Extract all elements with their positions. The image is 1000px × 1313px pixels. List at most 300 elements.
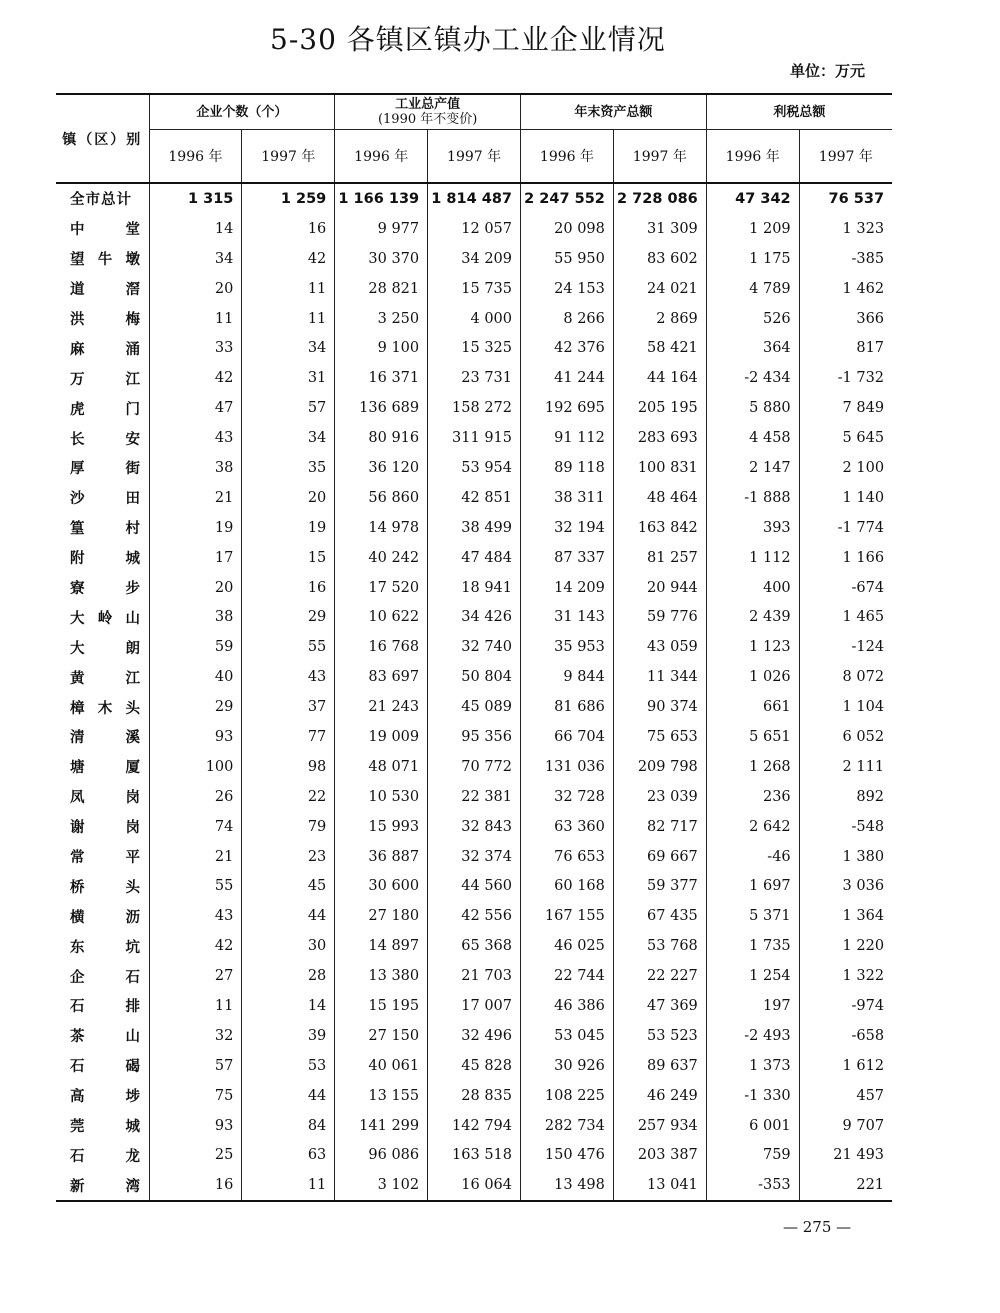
data-table	[56, 93, 892, 1202]
table-body	[56, 183, 892, 1201]
value-cell: 221	[799, 1170, 892, 1201]
value-cell: 38 499	[428, 513, 521, 543]
value-cell: 53 045	[521, 1021, 614, 1051]
value-cell: 31	[242, 363, 335, 393]
value-cell: 45	[242, 871, 335, 901]
value-cell: 14	[149, 214, 242, 244]
value-cell: 32 496	[428, 1021, 521, 1051]
value-cell: 9 100	[335, 333, 428, 363]
value-cell: 136 689	[335, 393, 428, 423]
year-header-cell: 1997 年	[242, 130, 335, 184]
value-cell: 27 180	[335, 901, 428, 931]
value-cell: 24 153	[521, 274, 614, 304]
table-row	[56, 1081, 892, 1111]
value-cell: 59 776	[613, 602, 706, 632]
value-cell: -46	[706, 842, 799, 872]
value-cell: 13 498	[521, 1170, 614, 1201]
value-cell: 83 602	[613, 244, 706, 274]
town-name-cell	[56, 991, 149, 1021]
town-name: 中 堂	[70, 222, 140, 239]
value-cell: 84	[242, 1111, 335, 1141]
table-row	[56, 961, 892, 991]
town-name: 大 朗	[70, 640, 140, 657]
table-row	[56, 274, 892, 304]
value-cell: 1 166	[799, 543, 892, 573]
value-cell: 29	[149, 692, 242, 722]
value-cell: 32 843	[428, 812, 521, 842]
value-cell: 12 057	[428, 214, 521, 244]
value-cell: 59 377	[613, 871, 706, 901]
value-cell: 21	[149, 483, 242, 513]
value-cell: 48 071	[335, 752, 428, 782]
value-cell: 282 734	[521, 1111, 614, 1141]
value-cell: 257 934	[613, 1111, 706, 1141]
town-name-cell	[56, 1081, 149, 1111]
town-name: 附 城	[70, 551, 140, 568]
table-row	[56, 453, 892, 483]
value-cell: 35 953	[521, 632, 614, 662]
value-cell: 2 869	[613, 304, 706, 334]
town-name-cell	[56, 543, 149, 573]
value-cell: 21	[149, 842, 242, 872]
table-row	[56, 632, 892, 662]
value-cell: 87 337	[521, 543, 614, 573]
town-name-cell	[56, 662, 149, 692]
value-cell: 2 147	[706, 453, 799, 483]
value-cell: 60 168	[521, 871, 614, 901]
value-cell: 5 880	[706, 393, 799, 423]
value-cell: 16	[242, 573, 335, 603]
value-cell: 283 693	[613, 423, 706, 453]
value-cell: 28	[242, 961, 335, 991]
value-cell: 2 728 086	[613, 183, 706, 214]
town-name: 常 平	[70, 850, 140, 867]
value-cell: 7 849	[799, 393, 892, 423]
value-cell: 42	[149, 931, 242, 961]
table-row	[56, 931, 892, 961]
town-name: 洪 梅	[70, 312, 140, 328]
table-row	[56, 602, 892, 632]
town-name-cell	[56, 602, 149, 632]
value-cell: 205 195	[613, 393, 706, 423]
value-cell: 11	[149, 991, 242, 1021]
value-cell: 30 600	[335, 871, 428, 901]
town-name-cell	[56, 183, 149, 214]
value-cell: 40 061	[335, 1051, 428, 1081]
town-name: 石 排	[70, 999, 140, 1016]
value-cell: 1 175	[706, 244, 799, 274]
value-cell: -2 434	[706, 363, 799, 393]
year-header-cell: 1997 年	[428, 130, 521, 184]
value-cell: 400	[706, 573, 799, 603]
value-cell: 236	[706, 782, 799, 812]
value-cell: 59	[149, 632, 242, 662]
value-cell: 5 651	[706, 722, 799, 752]
value-cell: 65 368	[428, 931, 521, 961]
value-cell: 57	[149, 1051, 242, 1081]
town-name-cell	[56, 244, 149, 274]
value-cell: 20	[149, 573, 242, 603]
value-cell: 1 104	[799, 692, 892, 722]
town-name: 黄 江	[70, 670, 140, 687]
town-name: 麻 涌	[70, 341, 140, 358]
table-row	[56, 1021, 892, 1051]
table-row	[56, 393, 892, 423]
table-row	[56, 304, 892, 334]
value-cell: 42 376	[521, 333, 614, 363]
value-cell: 14 897	[335, 931, 428, 961]
value-cell: 209 798	[613, 752, 706, 782]
value-cell: 22 381	[428, 782, 521, 812]
value-cell: 66 704	[521, 722, 614, 752]
value-cell: 759	[706, 1141, 799, 1171]
table-row	[56, 871, 892, 901]
value-cell: 4 458	[706, 423, 799, 453]
group-header-output-value: 工业总产值 (1990 年不变价)	[335, 94, 521, 130]
value-cell: 42	[149, 363, 242, 393]
value-cell: 2 439	[706, 602, 799, 632]
value-cell: 27 150	[335, 1021, 428, 1051]
table-row	[56, 333, 892, 363]
town-name-cell	[56, 901, 149, 931]
page-title: 5-30 各镇区镇办工业企业情况	[270, 23, 666, 56]
value-cell: 311 915	[428, 423, 521, 453]
town-name: 万 江	[70, 371, 140, 388]
town-name-cell	[56, 1021, 149, 1051]
value-cell: 47 369	[613, 991, 706, 1021]
town-name: 莞 城	[70, 1119, 140, 1136]
value-cell: 42 556	[428, 901, 521, 931]
value-cell: 1 697	[706, 871, 799, 901]
town-name-cell	[56, 333, 149, 363]
value-cell: 6 001	[706, 1111, 799, 1141]
value-cell: 9 977	[335, 214, 428, 244]
value-cell: 15 735	[428, 274, 521, 304]
value-cell: 1 465	[799, 602, 892, 632]
value-cell: 20	[242, 483, 335, 513]
value-cell: 63 360	[521, 812, 614, 842]
value-cell: 25	[149, 1141, 242, 1171]
value-cell: 27	[149, 961, 242, 991]
value-cell: 203 387	[613, 1141, 706, 1171]
value-cell: 31 309	[613, 214, 706, 244]
value-cell: 40	[149, 662, 242, 692]
value-cell: 81 257	[613, 543, 706, 573]
value-cell: 81 686	[521, 692, 614, 722]
value-cell: 20	[149, 274, 242, 304]
year-header-cell: 1996 年	[335, 130, 428, 184]
town-name-cell	[56, 722, 149, 752]
table-row	[56, 573, 892, 603]
value-cell: 1 364	[799, 901, 892, 931]
group-header-profit-tax: 利税总额	[706, 94, 892, 130]
value-cell: 131 036	[521, 752, 614, 782]
value-cell: 8 266	[521, 304, 614, 334]
value-cell: 63	[242, 1141, 335, 1171]
value-cell: -1 330	[706, 1081, 799, 1111]
value-cell: 14	[242, 991, 335, 1021]
value-cell: 1 259	[242, 183, 335, 214]
value-cell: 1 323	[799, 214, 892, 244]
table-row	[56, 423, 892, 453]
year-header-cell: 1996 年	[706, 130, 799, 184]
value-cell: 15 195	[335, 991, 428, 1021]
town-name: 茶 山	[70, 1029, 140, 1046]
value-cell: 8 072	[799, 662, 892, 692]
value-cell: 30 370	[335, 244, 428, 274]
town-name-cell	[56, 274, 149, 304]
town-name-cell	[56, 842, 149, 872]
total-row	[56, 183, 892, 214]
town-name: 石 龙	[70, 1148, 140, 1165]
value-cell: 55	[149, 871, 242, 901]
value-cell: 15 325	[428, 333, 521, 363]
value-cell: 42 851	[428, 483, 521, 513]
value-cell: 40 242	[335, 543, 428, 573]
town-name-cell	[56, 1051, 149, 1081]
value-cell: 197	[706, 991, 799, 1021]
value-cell: 50 804	[428, 662, 521, 692]
town-name-cell	[56, 931, 149, 961]
value-cell: 11 344	[613, 662, 706, 692]
town-name-cell	[56, 483, 149, 513]
value-cell: 1 322	[799, 961, 892, 991]
value-cell: 82 717	[613, 812, 706, 842]
value-cell: 41 244	[521, 363, 614, 393]
town-name-cell	[56, 1111, 149, 1141]
data-table-container	[56, 93, 892, 1202]
value-cell: 34 209	[428, 244, 521, 274]
value-cell: -124	[799, 632, 892, 662]
value-cell: 13 380	[335, 961, 428, 991]
value-cell: 56 860	[335, 483, 428, 513]
value-cell: 11	[242, 304, 335, 334]
value-cell: 55 950	[521, 244, 614, 274]
value-cell: 163 842	[613, 513, 706, 543]
town-name-cell	[56, 513, 149, 543]
town-name: 厚 街	[70, 461, 140, 478]
value-cell: 100 831	[613, 453, 706, 483]
town-name: 企 石	[70, 969, 140, 986]
value-cell: 457	[799, 1081, 892, 1111]
value-cell: 22 227	[613, 961, 706, 991]
town-name: 谢 岗	[70, 820, 140, 837]
value-cell: 18 941	[428, 573, 521, 603]
value-cell: 47	[149, 393, 242, 423]
value-cell: 30 926	[521, 1051, 614, 1081]
value-cell: 21 703	[428, 961, 521, 991]
value-cell: 3 102	[335, 1170, 428, 1201]
value-cell: 34	[242, 423, 335, 453]
value-cell: 16	[242, 214, 335, 244]
value-cell: -974	[799, 991, 892, 1021]
value-cell: 6 052	[799, 722, 892, 752]
table-row	[56, 1141, 892, 1171]
value-cell: -658	[799, 1021, 892, 1051]
unit-label: 单位：万元	[790, 62, 866, 80]
town-name: 桥 头	[70, 879, 140, 896]
value-cell: 366	[799, 304, 892, 334]
value-cell: 83 697	[335, 662, 428, 692]
group-header-enterprises: 企业个数（个）	[149, 94, 335, 130]
value-cell: 96 086	[335, 1141, 428, 1171]
value-cell: 892	[799, 782, 892, 812]
town-name-cell	[56, 393, 149, 423]
value-cell: 47 484	[428, 543, 521, 573]
value-cell: 46 025	[521, 931, 614, 961]
value-cell: 43	[242, 662, 335, 692]
value-cell: 93	[149, 722, 242, 752]
value-cell: 108 225	[521, 1081, 614, 1111]
value-cell: 44	[242, 901, 335, 931]
town-name: 望 牛 墩	[70, 252, 140, 269]
value-cell: 2 247 552	[521, 183, 614, 214]
value-cell: 16 768	[335, 632, 428, 662]
value-cell: 167 155	[521, 901, 614, 931]
value-cell: 44	[242, 1081, 335, 1111]
value-cell: 28 835	[428, 1081, 521, 1111]
value-cell: 1 140	[799, 483, 892, 513]
table-row	[56, 513, 892, 543]
value-cell: 1 462	[799, 274, 892, 304]
value-cell: 32 194	[521, 513, 614, 543]
table-row	[56, 214, 892, 244]
town-name-cell	[56, 871, 149, 901]
value-cell: 21 493	[799, 1141, 892, 1171]
year-header-cell: 1996 年	[149, 130, 242, 184]
value-cell: 46 386	[521, 991, 614, 1021]
row-header-label: 镇（区）别	[62, 131, 143, 148]
value-cell: 38	[149, 602, 242, 632]
town-name: 东 坑	[70, 939, 140, 956]
value-cell: 192 695	[521, 393, 614, 423]
value-cell: 76 537	[799, 183, 892, 214]
value-cell: 11	[149, 304, 242, 334]
value-cell: -353	[706, 1170, 799, 1201]
town-name-cell	[56, 692, 149, 722]
value-cell: 15	[242, 543, 335, 573]
value-cell: 45 089	[428, 692, 521, 722]
value-cell: 90 374	[613, 692, 706, 722]
town-name: 塘 厦	[70, 760, 140, 777]
value-cell: 5 371	[706, 901, 799, 931]
town-name-cell	[56, 812, 149, 842]
value-cell: 80 916	[335, 423, 428, 453]
value-cell: 32 374	[428, 842, 521, 872]
value-cell: 1 735	[706, 931, 799, 961]
value-cell: 393	[706, 513, 799, 543]
town-name: 篁 村	[70, 521, 140, 538]
value-cell: 19	[149, 513, 242, 543]
town-name: 大 岭 山	[70, 610, 140, 627]
value-cell: 98	[242, 752, 335, 782]
value-cell: 20 098	[521, 214, 614, 244]
value-cell: 53 523	[613, 1021, 706, 1051]
value-cell: 23	[242, 842, 335, 872]
table-row	[56, 1111, 892, 1141]
value-cell: 35	[242, 453, 335, 483]
value-cell: 29	[242, 602, 335, 632]
value-cell: 661	[706, 692, 799, 722]
value-cell: 23 731	[428, 363, 521, 393]
group-header-assets: 年末资产总额	[521, 94, 707, 130]
value-cell: 37	[242, 692, 335, 722]
value-cell: 53 768	[613, 931, 706, 961]
value-cell: 3 250	[335, 304, 428, 334]
value-cell: 1 209	[706, 214, 799, 244]
value-cell: 2 111	[799, 752, 892, 782]
value-cell: 43	[149, 423, 242, 453]
town-name: 虎 门	[70, 401, 140, 418]
value-cell: 76 653	[521, 842, 614, 872]
value-cell: 77	[242, 722, 335, 752]
value-cell: 1 166 139	[335, 183, 428, 214]
value-cell: 36 120	[335, 453, 428, 483]
value-cell: 1 026	[706, 662, 799, 692]
value-cell: 38	[149, 453, 242, 483]
value-cell: 34 426	[428, 602, 521, 632]
table-header	[56, 94, 892, 183]
value-cell: 44 560	[428, 871, 521, 901]
value-cell: 30	[242, 931, 335, 961]
value-cell: 4 789	[706, 274, 799, 304]
value-cell: 5 645	[799, 423, 892, 453]
table-row	[56, 901, 892, 931]
value-cell: 32 740	[428, 632, 521, 662]
table-row	[56, 842, 892, 872]
value-cell: 69 667	[613, 842, 706, 872]
town-name: 高 埗	[70, 1089, 140, 1106]
value-cell: 163 518	[428, 1141, 521, 1171]
value-cell: 17	[149, 543, 242, 573]
year-header-row	[56, 130, 892, 184]
value-cell: 34	[149, 244, 242, 274]
value-cell: 44 164	[613, 363, 706, 393]
value-cell: 9 707	[799, 1111, 892, 1141]
value-cell: 91 112	[521, 423, 614, 453]
value-cell: -1 774	[799, 513, 892, 543]
value-cell: 22 744	[521, 961, 614, 991]
value-cell: 28 821	[335, 274, 428, 304]
value-cell: 9 844	[521, 662, 614, 692]
value-cell: -1 888	[706, 483, 799, 513]
town-name-cell	[56, 1141, 149, 1171]
year-header-cell: 1997 年	[799, 130, 892, 184]
value-cell: 57	[242, 393, 335, 423]
table-row	[56, 662, 892, 692]
value-cell: 58 421	[613, 333, 706, 363]
town-name: 道 滘	[70, 282, 140, 299]
value-cell: 26	[149, 782, 242, 812]
value-cell: 32	[149, 1021, 242, 1051]
value-cell: 32 728	[521, 782, 614, 812]
value-cell: 33	[149, 333, 242, 363]
value-cell: 39	[242, 1021, 335, 1051]
town-name: 寮 步	[70, 581, 140, 598]
value-cell: 23 039	[613, 782, 706, 812]
town-name: 沙 田	[70, 491, 140, 508]
value-cell: 34	[242, 333, 335, 363]
value-cell: 55	[242, 632, 335, 662]
value-cell: 42	[242, 244, 335, 274]
value-cell: 17 520	[335, 573, 428, 603]
value-cell: 13 155	[335, 1081, 428, 1111]
value-cell: 93	[149, 1111, 242, 1141]
table-row	[56, 692, 892, 722]
value-cell: 1 112	[706, 543, 799, 573]
value-cell: 48 464	[613, 483, 706, 513]
value-cell: 1 380	[799, 842, 892, 872]
